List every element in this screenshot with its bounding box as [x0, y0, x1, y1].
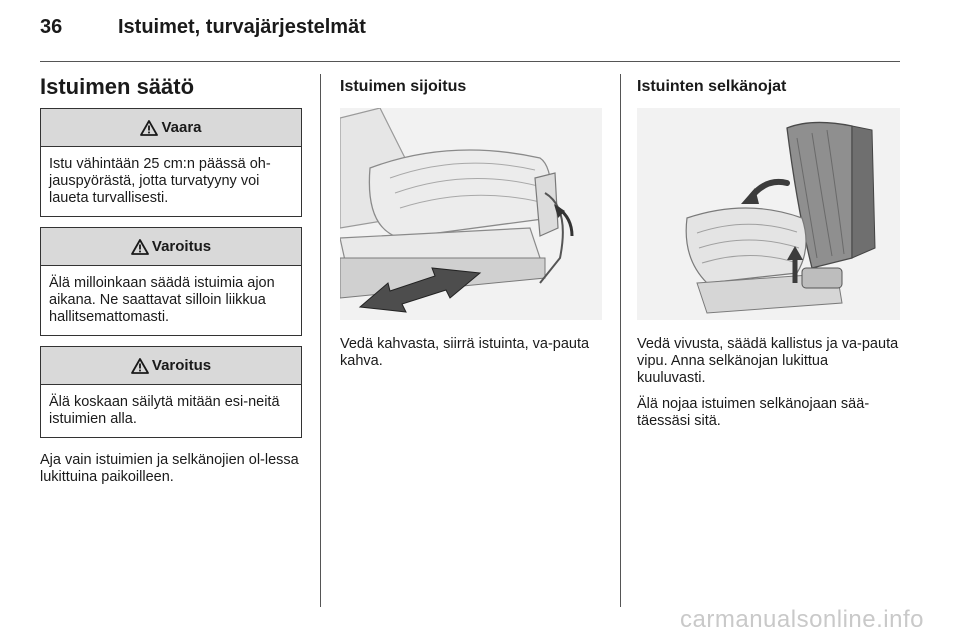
caution-header	[41, 228, 301, 266]
chapter-title: Istuimet, turvajärjestelmät	[118, 16, 366, 38]
danger-label: Vaara	[161, 119, 202, 136]
caution-label: Varoitus	[151, 357, 212, 374]
seat-slide-drawing	[340, 108, 602, 320]
caption-text: Vedä kahvasta, siirrä istuinta, va-pauta kahva.	[340, 336, 590, 369]
warning-triangle-icon	[131, 358, 149, 374]
warning-triangle-icon	[131, 239, 149, 255]
backrest-illustration	[637, 108, 900, 320]
danger-text: Istu vähintään 25 cm:n päässä oh-jauspyörästä, jotta turvatyyny voi laueta turvallisesti.	[49, 156, 271, 206]
danger-header	[41, 109, 301, 147]
seat-slide-illustration	[340, 108, 602, 320]
column-backrests	[637, 74, 900, 430]
caution-box	[40, 227, 302, 336]
watermark: carmanualsonline.info	[680, 606, 924, 633]
body-paragraph: Vedä vivusta, säädä kallistus ja va-pauta vipu. Anna selkänojan lukittua kuuluvasti.	[637, 336, 899, 386]
column-divider	[320, 74, 321, 607]
caution-text: Älä koskaan säilytä mitään esi-neitä istuimien alla.	[49, 394, 280, 427]
section-title: Istuinten selkänojat	[637, 78, 787, 95]
caution-label: Varoitus	[151, 238, 212, 255]
section-title: Istuimen säätö	[40, 74, 195, 99]
body-paragraph: Aja vain istuimien ja selkänojien ol-lessa lukittuina paikoilleen.	[40, 452, 299, 485]
column-divider	[620, 74, 621, 607]
page-header	[40, 16, 366, 50]
body-paragraph: Älä nojaa istuimen selkänojaan sää-täessäsi sitä.	[637, 396, 870, 429]
backrest-drawing	[637, 108, 900, 320]
page-number: 36	[40, 16, 63, 38]
column-seat-adjustment	[40, 74, 302, 486]
warning-triangle-icon	[140, 120, 158, 136]
caution-box	[40, 346, 302, 438]
section-title: Istuimen sijoitus	[340, 78, 467, 95]
danger-box	[40, 108, 302, 217]
header-rule	[40, 61, 900, 62]
caution-text: Älä milloinkaan säädä istuimia ajon aikana. Ne saattavat silloin liikkua hallitsemattomasti.	[49, 275, 275, 325]
column-seat-position	[340, 74, 602, 370]
caution-header	[41, 347, 301, 385]
